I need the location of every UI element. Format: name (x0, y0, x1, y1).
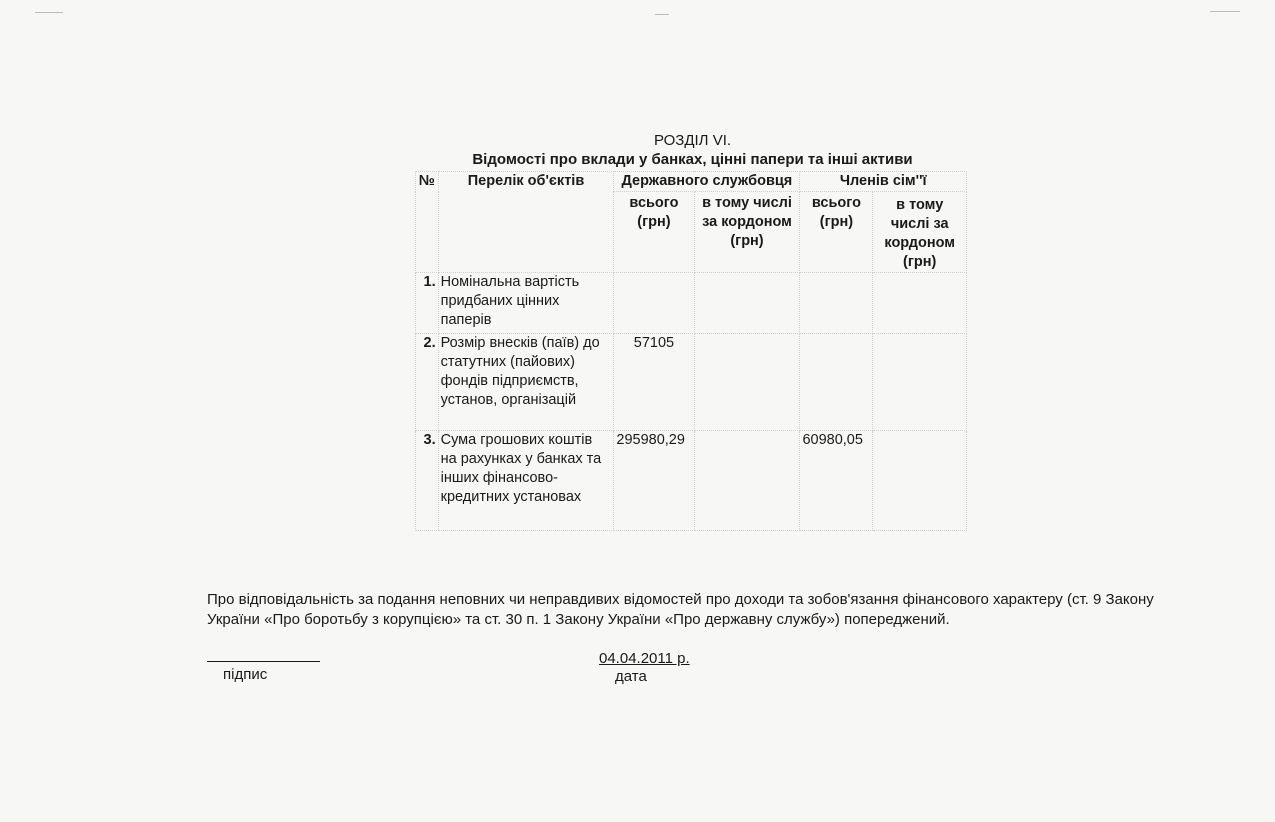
table-row (416, 431, 967, 531)
row-name: Розмір внесків (паїв) до статутних (пайових) фондів підприємств, установ, організацій (438, 334, 614, 431)
signature-label: підпис (223, 666, 268, 683)
table-row (416, 334, 967, 431)
row-num: 3. (416, 431, 439, 531)
row-family-abroad (873, 273, 967, 334)
signature-line (207, 661, 320, 662)
row-family-total (800, 273, 873, 334)
header-servant-group: Державного службовця (614, 172, 800, 192)
liability-warning: Про відповідальність за подання неповних чи неправдивих відомостей про доходи та зобов'язання фінансового характеру (ст. 9 Закону України «Про боротьбу з корупцією» та ст. 30 п. 1 Закону України «Про державну службу») попереджений. (207, 591, 1154, 628)
table-header-row (416, 172, 967, 192)
row-servant-total: 295980,29 (614, 431, 694, 531)
row-family-total (800, 334, 873, 431)
header-name: Перелік об'єктів (438, 172, 614, 273)
row-name: Сума грошових коштів на рахунках у банках та інших фінансово-кредитних установах (438, 431, 614, 531)
row-num: 2. (416, 334, 439, 431)
section-header (415, 131, 970, 169)
date-label: дата (615, 668, 647, 685)
row-family-total: 60980,05 (800, 431, 873, 531)
scan-artifact (35, 12, 63, 13)
row-family-abroad (873, 431, 967, 531)
header-servant-total: всього (грн) (614, 192, 694, 273)
section-subtitle: Відомості про вклади у банках, цінні папери та інші активи (472, 151, 913, 168)
header-family-group: Членів сім''ї (800, 172, 967, 192)
row-servant-total: 57105 (614, 334, 694, 431)
header-family-abroad: в тому числі за кордоном (грн) (873, 192, 967, 273)
row-name: Номінальна вартість придбаних цінних паперів (438, 273, 614, 334)
row-servant-abroad (694, 431, 800, 531)
header-family-total: всього (грн) (800, 192, 873, 273)
row-servant-total (614, 273, 694, 334)
row-servant-abroad (694, 273, 800, 334)
table-row (416, 273, 967, 334)
assets-table (415, 171, 967, 531)
section-title: РОЗДІЛ VI. (653, 132, 732, 149)
scan-artifact (655, 14, 669, 15)
scan-artifact (1210, 11, 1240, 12)
row-family-abroad (873, 334, 967, 431)
row-servant-abroad (694, 334, 800, 431)
row-num: 1. (416, 273, 439, 334)
header-servant-abroad: в тому числі за кордоном (грн) (694, 192, 800, 273)
date-value: 04.04.2011 р. (599, 650, 690, 667)
header-num: № (416, 172, 439, 273)
